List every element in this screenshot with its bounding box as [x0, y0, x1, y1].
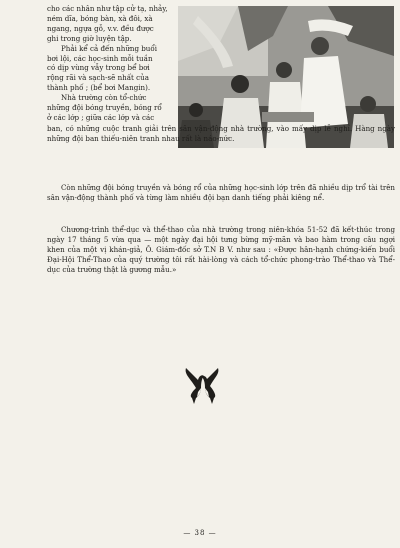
swim-line: thành phố ; (bể bơi Mangin).: [47, 83, 151, 93]
paragraph-program: [47, 225, 395, 275]
intro-line: ngang, ngựa gỗ, v.v. đều được: [47, 23, 154, 33]
swallows-ornament-icon: [180, 364, 224, 408]
swim-line: Phải kể cả đến những buổi: [61, 43, 157, 53]
left-column-text: [47, 4, 171, 123]
teams-line: Nhà trường còn tổ-chức: [61, 93, 147, 103]
program-text: Chương-trình thể-dục và thể-thao của nhà trường trong niên-khóa 51-52 đã kết-thúc trong ngày 17 tháng 5 vừa qua — một ngày đại hội tưng bừng mỹ-mãn và bao hàm trong câu ngợi khen của một vị khán-giả, Ô. Giám-đốc sở T.N B V. như sau : «Được hân-hạnh chứng-kiến buổi Đại-Hội Thể-Thao của quý trường tôi rất hài-lòng và cách tổ-chức phong-trào Thể-thao và Thể-dục của trường thật là gương mẫu.»: [47, 225, 395, 274]
teams-line: ở các lớp ; giữa các lớp và các: [47, 112, 155, 122]
teams-cont-text: ban, có những cuộc tranh giải trên sân vận-động nhà trường, vào mấy dịp lễ nghỉ. Hàng ngày những đội ban thiếu-niên tranh nhau rất là náo-nức.: [47, 124, 395, 143]
intro-line: cho các nhân như tập cử tạ, nhảy,: [47, 4, 168, 13]
teams-continuation: [47, 124, 395, 144]
swim-line: rộng rãi và sạch-sẽ nhất của: [47, 73, 149, 83]
teams2-text: Còn những đội bóng truyền và bóng rổ của những học-sinh lớp trên đã nhiều dịp trổ tài trên sân vận-động thành phố và từng làm nhiều đội bạn danh tiếng phải kiêng nể.: [47, 183, 395, 202]
intro-line: ghi trong giờ luyện tập.: [47, 33, 132, 43]
swim-line: bơi lội, các học-sinh mỗi tuần: [47, 53, 153, 63]
intro-line: ném dĩa, bóng bàn, xà đôi, xà: [47, 13, 153, 23]
page-number: — 38 —: [183, 529, 217, 537]
swim-line: có dịp vùng vẫy trong bể bơi: [47, 63, 150, 73]
paragraph-teams2: [47, 183, 395, 203]
teams-line: những đội bóng truyền, bóng rổ: [47, 103, 162, 113]
